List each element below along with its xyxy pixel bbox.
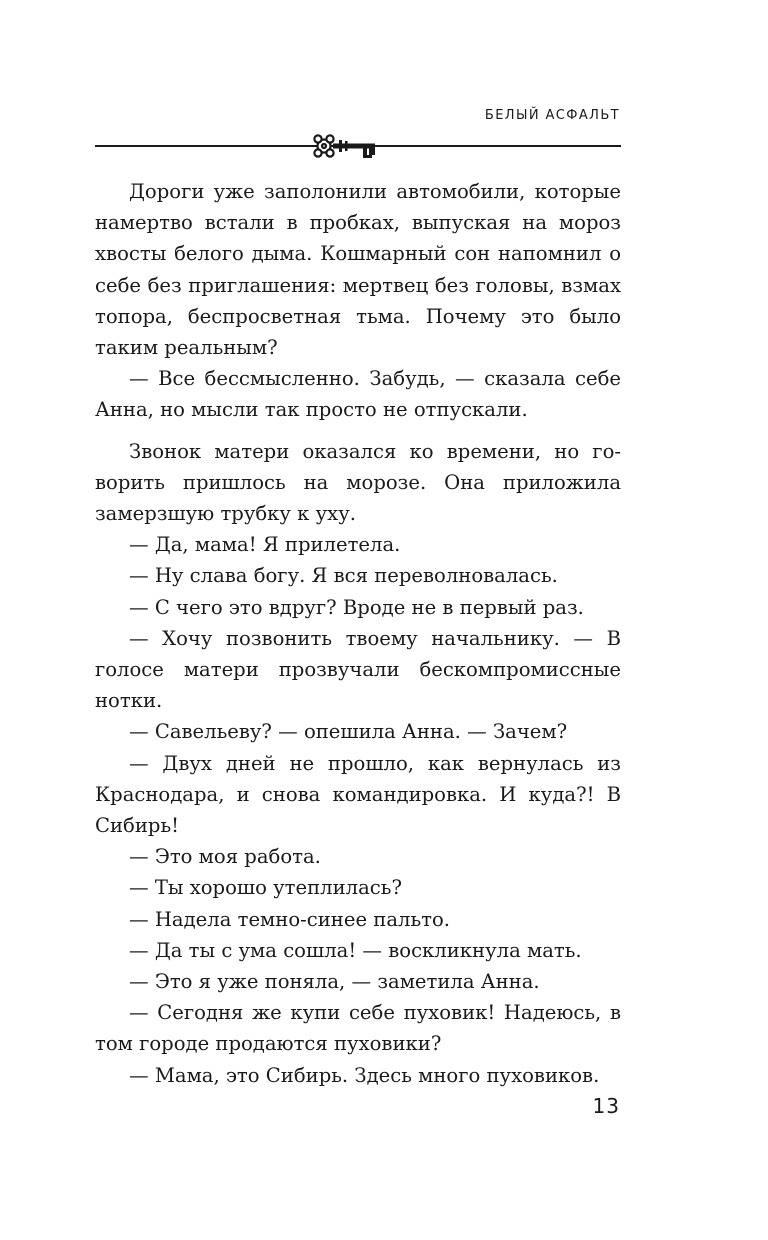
paragraph: — Сегодня же купи себе пуховик! Надеюсь, в том городе продаются пуховики? [95,1001,621,1056]
paragraph: — Мама, это Сибирь. Здесь много пуховиков. [129,1063,600,1087]
paragraph: — Двух дней не прошло, как вернулась из Краснодара, и снова командировка. И куда?! В Сибирь! [95,751,621,838]
paragraph: Звонок матери оказался ко времени, но говорить пришлось на морозе. Она приложила замерзшую трубку к уху. [95,439,621,526]
paragraph: — Да ты с ума сошла! — воскликнула мать. [129,938,582,962]
paragraph: — Ну слава богу. Я вся переволновалась. [129,564,558,588]
page-number: 13 [592,1094,620,1118]
body-text [95,176,621,1091]
key-ornament-icon [95,128,621,164]
paragraph: — С чего это вдруг? Вроде не в первый раз. [129,595,584,619]
paragraph: — Надела темно-синее пальто. [129,907,450,931]
paragraph: — Да, мама! Я прилетела. [129,533,401,557]
paragraph: — Это моя работа. [129,845,321,869]
paragraph: — Все бессмысленно. Забудь, — сказала себе Анна, но мысли так просто не отпускали. [95,367,621,422]
paragraph: Дороги уже заполонили автомобили, которые намертво встали в пробках, выпуская на мороз хвосты белого дыма. Кошмарный сон напомнил о себе без приглашения: мертвец без головы, взмах топора, беспросветная тьма. Почему это было таким реальным? [95,180,621,360]
paragraph: — Савельеву? — опешила Анна. — Зачем? [129,720,568,744]
running-title: БЕЛЫЙ АСФАЛЬТ [484,108,620,123]
paragraph: — Это я уже поняла, — заметила Анна. [129,970,540,994]
paragraph: — Ты хорошо утеплилась? [129,876,402,900]
paragraph: — Хочу позвонить твоему начальнику. — В голосе матери прозвучали бескомпромиссные нотки. [95,626,621,713]
